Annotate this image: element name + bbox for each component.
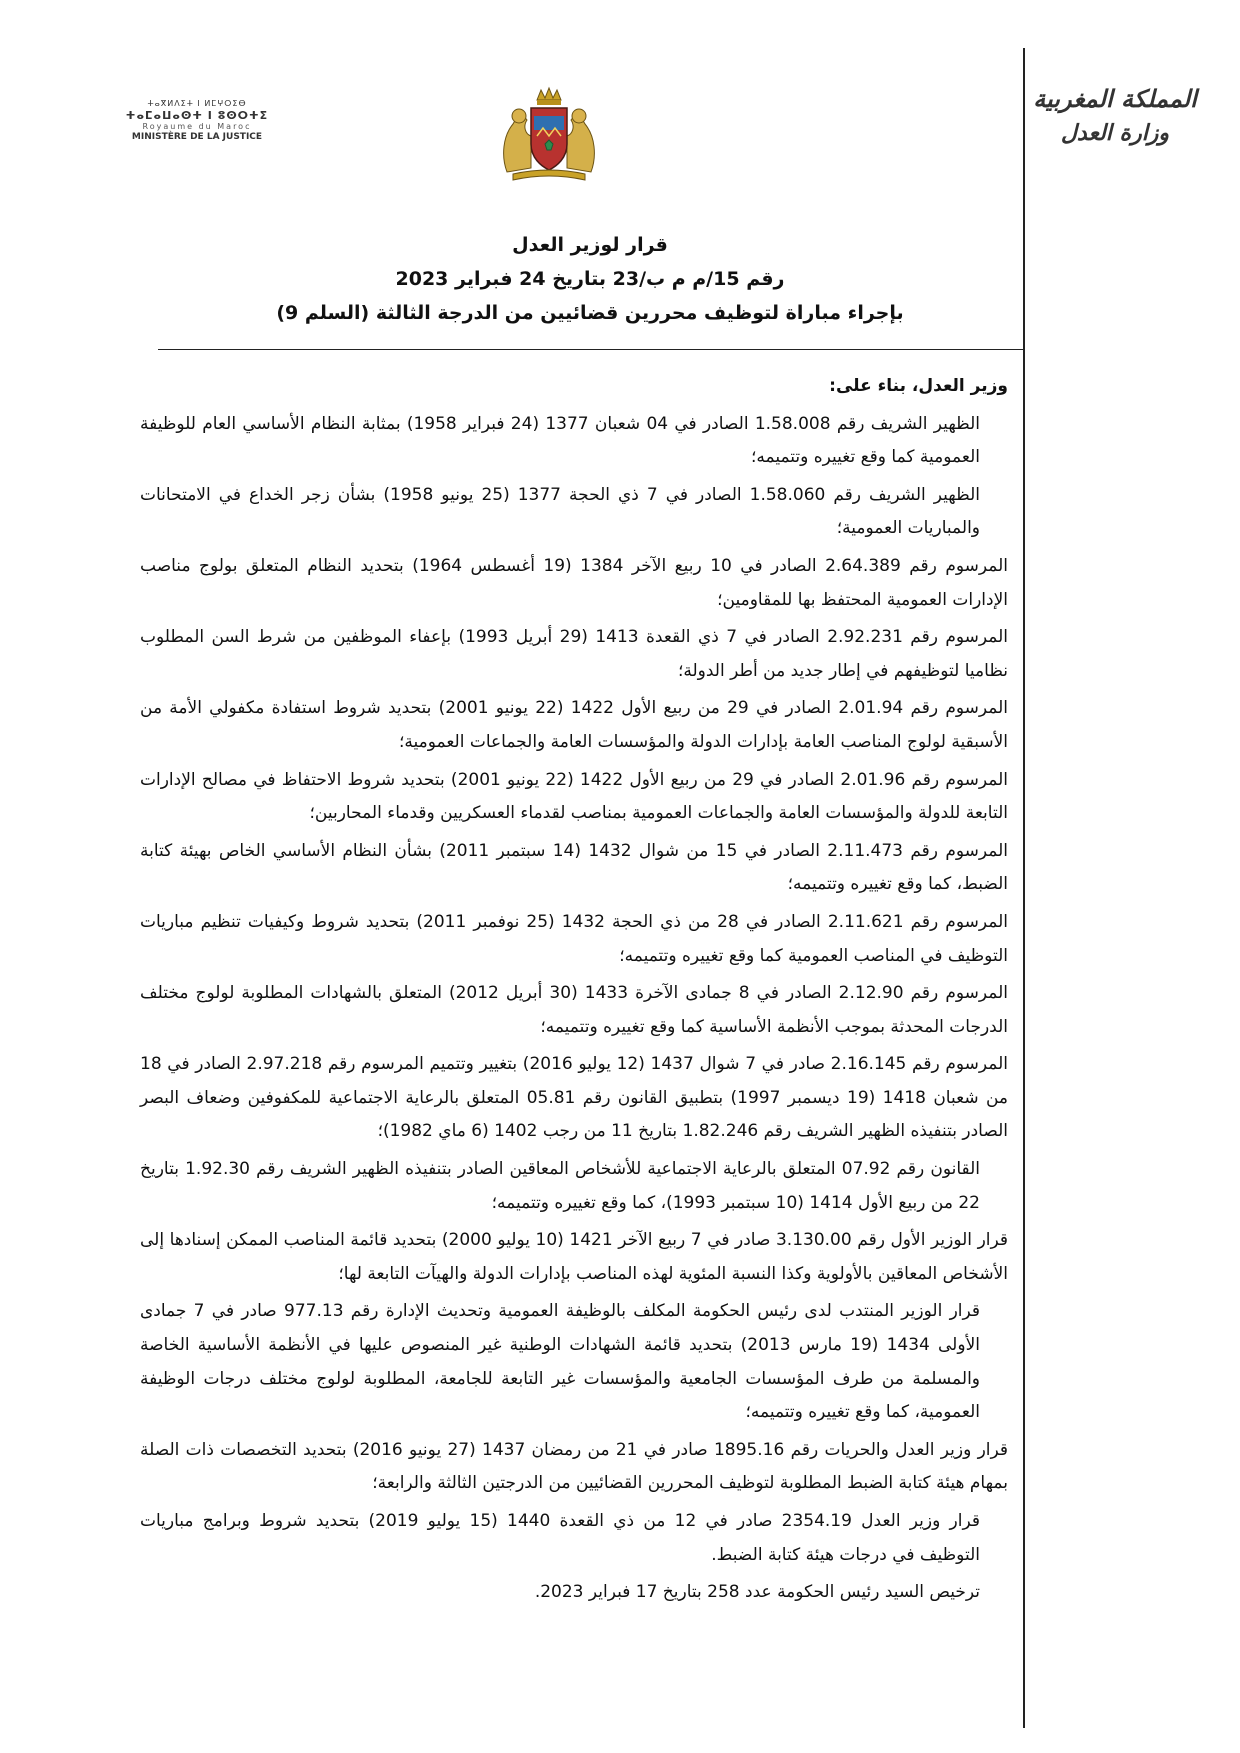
paragraph: المرسوم رقم 2.16.145 صادر في 7 شوال 1437 (12 يوليو 2016) بتغيير وتتميم المرسوم رقم 2.97.218 الصادر في 18 من شعبان 1418 (19 ديسمبر 1997) بتطبيق القانون رقم 05.81 المتعلق بالرعاية الاجتماعية للمكفوفين وضعاف البصر الصادر بتنفيذه الظهير الشريف رقم 1.82.246 بتاريخ 11 من رجب 1402 (6 ماي 1982)؛ <box>140 1054 1008 1142</box>
document-body <box>140 370 1008 1614</box>
paragraph: المرسوم رقم 2.92.231 الصادر في 7 ذي القعدة 1413 (29 أبريل 1993) بإعفاء الموظفين من شرط السن المطلوب نظاميا لتوظيفهم في إطار جديد من أطر الدولة؛ <box>140 627 1009 681</box>
coat-of-arms-icon <box>493 86 605 182</box>
paragraph: المرسوم رقم 2.11.621 الصادر في 28 من ذي الحجة 1432 (25 نوفمبر 2011) بتحديد شروط وكيفيات تنظيم مباريات التوظيف في المناصب العمومية كما وقع تغييره وتتميمه؛ <box>140 911 1008 966</box>
kingdom-name: المملكة المغربية <box>1033 84 1197 113</box>
masthead-arabic <box>1030 82 1200 150</box>
vertical-margin-rule <box>1023 48 1025 1728</box>
decision-title <box>200 228 980 330</box>
paragraph: قرار وزير العدل 2354.19 صادر في 12 من ذي القعدة 1440 (15 يوليو 2019) بتحديد شروط وبرامج مباريات التوظيف في درجات هيئة كتابة الضبط. <box>140 1511 980 1565</box>
amazigh-line-1: ⵜⴰⴳⵍⴷⵉⵜ ⵏ ⵍⵎⵖⵔⵉⴱ <box>147 99 247 108</box>
paragraph: المرسوم رقم 2.11.473 الصادر في 15 من شوال 1432 (14 سبتمبر 2011) بشأن النظام الأساسي الخاص بهيئة كتابة الضبط، كما وقع تغييره وتتميمه؛ <box>140 840 1008 895</box>
masthead-amazigh-french <box>122 98 272 143</box>
paragraph: المرسوم رقم 2.01.94 الصادر في 29 من ربيع الأول 1422 (22 يونيو 2001) بتحديد شروط استفادة مكفولي الأمة من الأسبقية لولوج المناصب العامة بإدارات الدولة والمؤسسات العامة والجماعات العمومية؛ <box>140 698 1008 752</box>
title-divider <box>158 349 1024 350</box>
royaume-label: Royaume du Maroc <box>142 122 252 131</box>
paragraph: المرسوم رقم 2.12.90 الصادر في 8 جمادى الآخرة 1433 (30 أبريل 2012) المتعلق بالشهادات المطلوبة لولوج مختلف الدرجات المحدثة بموجب الأنظمة الأساسية كما وقع تغييره وتتميمه؛ <box>140 983 1008 1037</box>
intro-line: وزير العدل، بناء على: <box>829 376 1008 396</box>
title-line-2: رقم 15/م م ب/23 بتاريخ 24 فبراير 2023 <box>395 268 785 290</box>
ministry-name: وزارة العدل <box>1060 120 1170 146</box>
ministere-label: MINISTÈRE DE LA JUSTICE <box>131 132 263 142</box>
title-line-1: قرار لوزير العدل <box>512 234 668 256</box>
title-line-3: بإجراء مباراة لتوظيف محررين قضائيين من الدرجة الثالثة (السلم 9) <box>276 302 904 324</box>
paragraph: القانون رقم 07.92 المتعلق بالرعاية الاجتماعية للأشخاص المعاقين الصادر بتنفيذه الظهير الشريف رقم 1.92.30 بتاريخ 22 من ربيع الأول 1414 (10 سبتمبر 1993)، كما وقع تغييره وتتميمه؛ <box>140 1159 981 1213</box>
paragraph: قرار الوزير المنتدب لدى رئيس الحكومة المكلف بالوظيفة العمومية وتحديث الإدارة رقم 977.13 صادر في 7 جمادى الأولى 1434 (19 مارس 2013) بتحديد قائمة الشهادات الوطنية غير المنصوص عليها في الأنظمة الأساسية الخاصة والمسلمة من طرف المؤسسات الجامعية والمؤسسات غير التابعة للجامعة، المطلوبة لولوج مختلف درجات الوظيفة العمومية، كما وقع تغييره وتتميمه؛ <box>140 1301 981 1423</box>
paragraph: المرسوم رقم 2.01.96 الصادر في 29 من ربيع الأول 1422 (22 يونيو 2001) بتحديد شروط الاحتفاظ في مصالح الإدارات التابعة للدولة والمؤسسات العامة والجماعات العمومية بمناصب لقدماء العسكريين وقدماء المحاربين؛ <box>140 769 1009 824</box>
paragraph: قرار وزير العدل والحريات رقم 1895.16 صادر في 21 من رمضان 1437 (27 يونيو 2016) بتحديد التخصصات ذات الصلة بمهام هيئة كتابة الضبط المطلوبة لتوظيف المحررين القضائيين من الدرجتين الثالثة والرابعة؛ <box>140 1439 1009 1494</box>
paragraph: ترخيص السيد رئيس الحكومة عدد 258 بتاريخ 17 فبراير 2023. <box>534 1582 980 1603</box>
paragraph: الظهير الشريف رقم 1.58.060 الصادر في 7 ذي الحجة 1377 (25 يونيو 1958) بشأن زجر الخداع في الامتحانات والمباريات العمومية؛ <box>140 484 980 539</box>
paragraph: قرار الوزير الأول رقم 3.130.00 صادر في 7 ربيع الآخر 1421 (10 يوليو 2000) بتحديد قائمة المناصب الممكن إسنادها إلى الأشخاص المعاقين بالأولوية وكذا النسبة المئوية لهذه المناصب بإدارات الدولة والهيآت التابعة لها؛ <box>140 1230 1009 1284</box>
paragraph: المرسوم رقم 2.64.389 الصادر في 10 ربيع الآخر 1384 (19 أغسطس 1964) بتحديد النظام المتعلق بولوج مناصب الإدارات العمومية المحتفظ بها للمقاومين؛ <box>140 555 1008 610</box>
paragraph: الظهير الشريف رقم 1.58.008 الصادر في 04 شعبان 1377 (24 فبراير 1958) بمثابة النظام الأساسي العام للوظيفة العمومية كما وقع تغييره وتتميمه؛ <box>140 413 981 468</box>
amazigh-line-2: ⵜⴰⵎⴰⵡⴰⵙⵜ ⵏ ⵓⵙⵔⵜⵉ <box>125 109 269 122</box>
